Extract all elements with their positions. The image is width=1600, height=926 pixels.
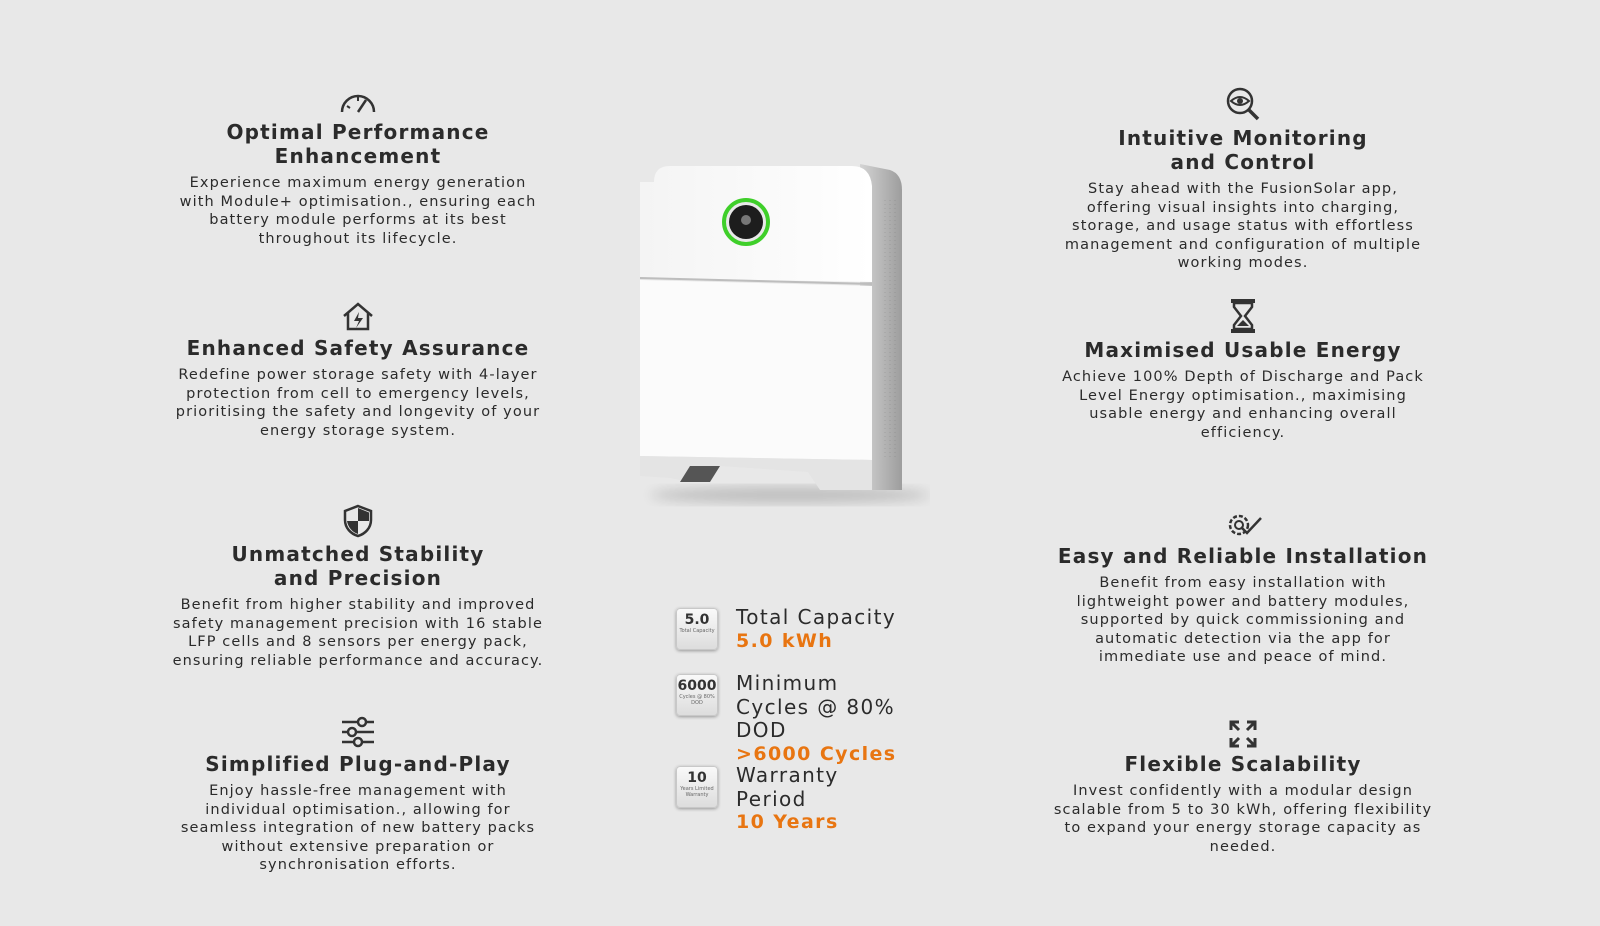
feature-title: Intuitive Monitoring and Control [1118,126,1368,174]
feature-text: Achieve 100% Depth of Discharge and Pack Level Energy optimisation., maximising usable energy and enhancing overall efficiency. [1062,369,1424,441]
feature-text: Benefit from easy installation with lightweight power and battery modules, supported by quick commissioning and automatic detection via the app for immediate use and peace of mind. [1076,575,1410,665]
spec-total-capacity [676,606,896,653]
feature-title: Optimal Performance Enhancement [226,120,490,168]
feature-safety-assurance [170,300,546,440]
feature-text: Experience maximum energy generation with Module+ optimisation., ensuring each battery module performs at its best throughout its lifecycle. [179,175,537,247]
badge-number: 6000 [677,678,717,694]
badge-caption: Cycles @ 80% DOD [679,694,715,706]
feature-text: Enjoy hassle-free management with individual optimisation., allowing for seamless integration of new battery packs without extensive preparation or synchronisation efforts. [180,783,536,873]
spec-label: Total Capacity [736,605,897,629]
feature-usable-energy [1053,298,1433,442]
feature-text: Stay ahead with the FusionSolar app, offering visual insights into charging, storage, and usage status with effortless management and configuration of multiple working modes. [1064,181,1422,271]
spec-value: >6000 Cycles [736,742,897,765]
badge-caption: Total Capacity [679,628,715,634]
feature-plug-and-play [166,716,550,875]
badge-number: 5.0 [684,612,710,628]
sliders-icon [340,716,376,748]
battery-product-image [640,160,930,510]
feature-title: Easy and Reliable Installation [1057,544,1429,568]
feature-text: Benefit from higher stability and improved safety management precision with 16 stable LFP cells and 8 sensors per energy pack, ensuring reliable performance and accuracy. [172,597,544,669]
badge-number: 10 [687,770,707,786]
cycles-badge-icon [676,674,718,716]
hourglass-icon [1229,298,1257,334]
warranty-badge-icon [676,766,718,808]
badge-caption: Years Limited Warranty [680,786,714,798]
spec-label: Minimum Cycles @ 80% DOD [736,671,896,742]
gear-check-icon [1223,510,1263,540]
spec-value: 5.0 kWh [736,629,834,652]
feature-text: Redefine power storage safety with 4-layer protection from cell to emergency levels, prioritising the safety and longevity of your energy storage system. [175,367,541,439]
house-lightning-icon [340,300,376,332]
capacity-badge-icon [676,608,718,650]
spec-value: 10 Years [736,811,839,833]
expand-arrows-icon [1229,720,1257,748]
spec-minimum-cycles [676,672,916,766]
eye-magnifier-icon [1225,86,1261,122]
feature-stability-precision [170,504,546,670]
shield-icon [342,504,374,538]
feature-title: Enhanced Safety Assurance [186,336,530,360]
spec-label: Warranty Period [736,763,839,811]
feature-easy-installation [1053,510,1433,667]
speedometer-icon [338,90,378,116]
feature-title: Maximised Usable Energy [1084,338,1402,362]
feature-title: Simplified Plug-and-Play [205,752,511,776]
feature-title: Unmatched Stability and Precision [231,542,485,590]
feature-flexible-scalability [1053,720,1433,856]
spec-warranty-period [676,764,856,835]
feature-text: Invest confidently with a modular design scalable from 5 to 30 kWh, offering flexibility to expand your energy storage capacity as needed. [1053,783,1433,855]
feature-title: Flexible Scalability [1124,752,1362,776]
feature-optimal-performance [170,90,546,248]
feature-monitoring-control [1053,86,1433,273]
